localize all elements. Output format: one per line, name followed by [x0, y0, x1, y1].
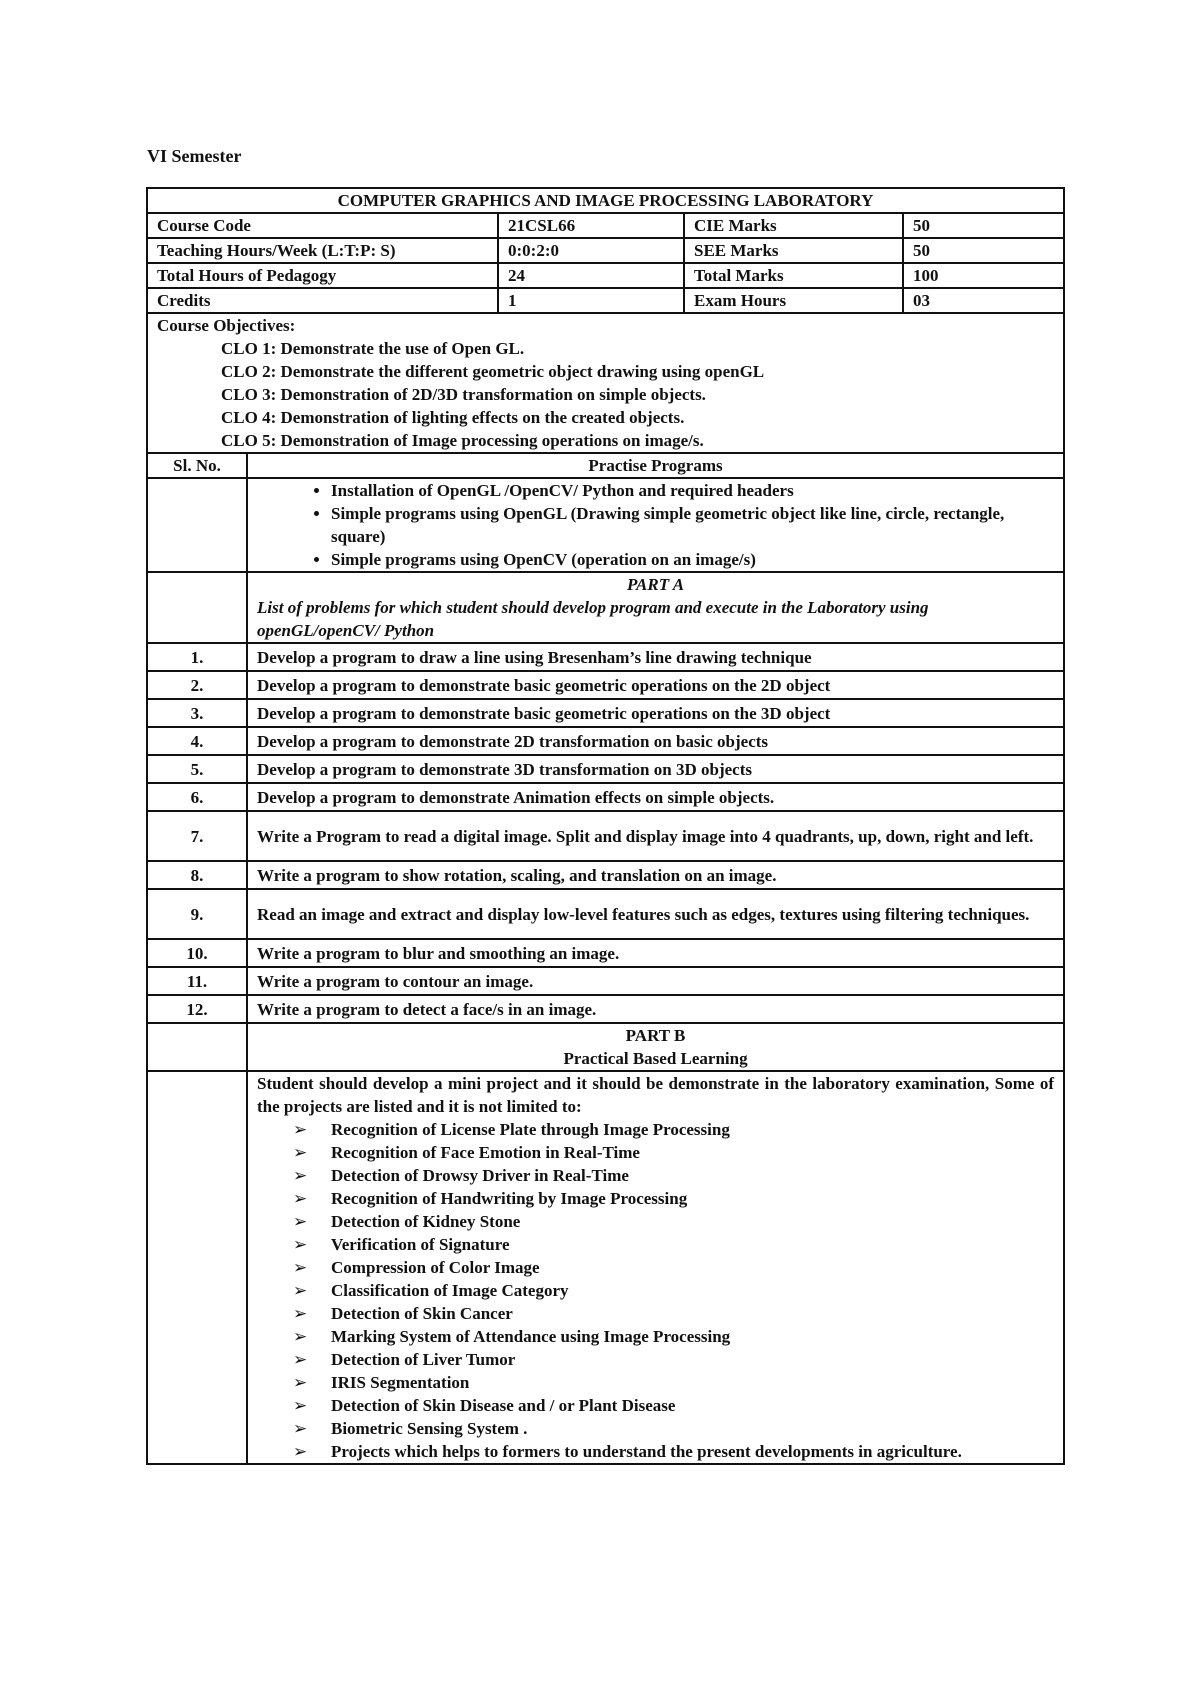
- part-b-intro: Student should develop a mini project and it should be demonstrate in the laboratory examination, Some of the projects are listed and it is not limited to:: [257, 1074, 1055, 1116]
- info-row: [147, 263, 1064, 288]
- program-row: [147, 967, 1064, 995]
- program-number: 2.: [147, 671, 247, 699]
- info-value: 24: [498, 263, 684, 288]
- programs-list: [147, 643, 1064, 1023]
- info-label-2: SEE Marks: [684, 238, 903, 263]
- program-number: 8.: [147, 861, 247, 889]
- practise-programs-header: Practise Programs: [247, 453, 1064, 478]
- program-number: 1.: [147, 643, 247, 671]
- program-number: 3.: [147, 699, 247, 727]
- info-label: Credits: [147, 288, 498, 313]
- info-value-2: 50: [903, 213, 1064, 238]
- project-item: ➢ Classification of Image Category: [331, 1279, 1054, 1302]
- empty-cell: [147, 1071, 247, 1464]
- program-text: Develop a program to demonstrate Animation effects on simple objects.: [247, 783, 1064, 811]
- project-item: ➢ Compression of Color Image: [331, 1256, 1054, 1279]
- part-a-cell: [247, 572, 1064, 643]
- practise-item: • Installation of OpenGL /OpenCV/ Python and required headers: [331, 479, 1054, 502]
- program-number: 9.: [147, 889, 247, 939]
- program-text: Develop a program to draw a line using Bresenham’s line drawing technique: [247, 643, 1064, 671]
- objective-item: CLO 5: Demonstration of Image processing operations on image/s.: [221, 431, 704, 450]
- info-row: [147, 288, 1064, 313]
- empty-cell: [147, 478, 247, 572]
- info-label: Teaching Hours/Week (L:T:P: S): [147, 238, 498, 263]
- program-row: [147, 811, 1064, 861]
- program-text: Write a Program to read a digital image. Split and display image into 4 quadrants, up, down, right and left.: [247, 811, 1064, 861]
- projects-list: [257, 1118, 1054, 1463]
- program-row: [147, 643, 1064, 671]
- program-number: 5.: [147, 755, 247, 783]
- info-value: 1: [498, 288, 684, 313]
- part-a-description: List of problems for which student should develop program and execute in the Laboratory using openGL/openCV/ Python: [257, 598, 929, 640]
- program-text: Read an image and extract and display low-level features such as edges, textures using filtering techniques.: [247, 889, 1064, 939]
- program-text: Develop a program to demonstrate 3D transformation on 3D objects: [247, 755, 1064, 783]
- program-number: 4.: [147, 727, 247, 755]
- sl-no-header: Sl. No.: [147, 453, 247, 478]
- project-item: ➢ Recognition of Handwriting by Image Processing: [331, 1187, 1054, 1210]
- program-text: Write a program to blur and smoothing an image.: [247, 939, 1064, 967]
- info-value-2: 03: [903, 288, 1064, 313]
- empty-cell: [147, 572, 247, 643]
- program-text: Develop a program to demonstrate basic geometric operations on the 2D object: [247, 671, 1064, 699]
- projects-cell: [247, 1071, 1064, 1464]
- practise-list: [257, 479, 1054, 571]
- project-item: ➢ Biometric Sensing System .: [331, 1417, 1054, 1440]
- project-item: ➢ Verification of Signature: [331, 1233, 1054, 1256]
- objectives-list: [157, 337, 1054, 452]
- project-item: ➢ IRIS Segmentation: [331, 1371, 1054, 1394]
- program-row: [147, 727, 1064, 755]
- program-text: Develop a program to demonstrate basic geometric operations on the 3D object: [247, 699, 1064, 727]
- program-row: [147, 995, 1064, 1023]
- program-number: 6.: [147, 783, 247, 811]
- part-b-cell: [247, 1023, 1064, 1071]
- info-value: 0:0:2:0: [498, 238, 684, 263]
- part-b-subheading: Practical Based Learning: [563, 1049, 748, 1068]
- project-item: ➢ Detection of Kidney Stone: [331, 1210, 1054, 1233]
- info-value-2: 100: [903, 263, 1064, 288]
- project-item: ➢ Detection of Skin Disease and / or Plant Disease: [331, 1394, 1054, 1417]
- course-objectives: [147, 313, 1064, 453]
- program-number: 7.: [147, 811, 247, 861]
- objective-item: CLO 1: Demonstrate the use of Open GL.: [221, 339, 525, 358]
- objective-item: CLO 3: Demonstration of 2D/3D transformation on simple objects.: [221, 385, 706, 404]
- info-label: Total Hours of Pedagogy: [147, 263, 498, 288]
- info-label-2: Exam Hours: [684, 288, 903, 313]
- syllabus-table: [146, 187, 1065, 1465]
- program-text: Write a program to detect a face/s in an image.: [247, 995, 1064, 1023]
- practise-item: • Simple programs using OpenGL (Drawing simple geometric object like line, circle, rectangle, square): [331, 502, 1054, 548]
- objective-item: CLO 4: Demonstration of lighting effects on the created objects.: [221, 408, 685, 427]
- part-b-heading: PART B: [625, 1026, 686, 1045]
- project-item: ➢ Projects which helps to formers to understand the present developments in agriculture.: [331, 1440, 1054, 1463]
- program-text: Write a program to show rotation, scaling, and translation on an image.: [247, 861, 1064, 889]
- info-row: [147, 213, 1064, 238]
- program-row: [147, 783, 1064, 811]
- practise-item: • Simple programs using OpenCV (operation on an image/s): [331, 548, 1054, 571]
- part-a-heading: PART A: [626, 575, 685, 594]
- info-row: [147, 238, 1064, 263]
- project-item: ➢ Detection of Liver Tumor: [331, 1348, 1054, 1371]
- project-item: ➢ Marking System of Attendance using Image Processing: [331, 1325, 1054, 1348]
- objectives-heading: Course Objectives:: [157, 316, 296, 335]
- program-row: [147, 861, 1064, 889]
- program-text: Write a program to contour an image.: [247, 967, 1064, 995]
- info-value-2: 50: [903, 238, 1064, 263]
- project-item: ➢ Detection of Drowsy Driver in Real-Time: [331, 1164, 1054, 1187]
- empty-cell: [147, 1023, 247, 1071]
- program-text: Develop a program to demonstrate 2D transformation on basic objects: [247, 727, 1064, 755]
- info-label-2: CIE Marks: [684, 213, 903, 238]
- info-label: Course Code: [147, 213, 498, 238]
- semester-heading: VI Semester: [147, 146, 242, 166]
- program-row: [147, 671, 1064, 699]
- project-item: ➢ Recognition of License Plate through Image Processing: [331, 1118, 1054, 1141]
- program-row: [147, 699, 1064, 727]
- program-row: [147, 889, 1064, 939]
- program-row: [147, 755, 1064, 783]
- program-number: 12.: [147, 995, 247, 1023]
- practise-items-cell: [247, 478, 1064, 572]
- program-number: 10.: [147, 939, 247, 967]
- info-value: 21CSL66: [498, 213, 684, 238]
- objective-item: CLO 2: Demonstrate the different geometric object drawing using openGL: [221, 362, 765, 381]
- program-number: 11.: [147, 967, 247, 995]
- project-item: ➢ Detection of Skin Cancer: [331, 1302, 1054, 1325]
- course-title: COMPUTER GRAPHICS AND IMAGE PROCESSING LABORATORY: [147, 188, 1064, 213]
- project-item: ➢ Recognition of Face Emotion in Real-Time: [331, 1141, 1054, 1164]
- program-row: [147, 939, 1064, 967]
- info-label-2: Total Marks: [684, 263, 903, 288]
